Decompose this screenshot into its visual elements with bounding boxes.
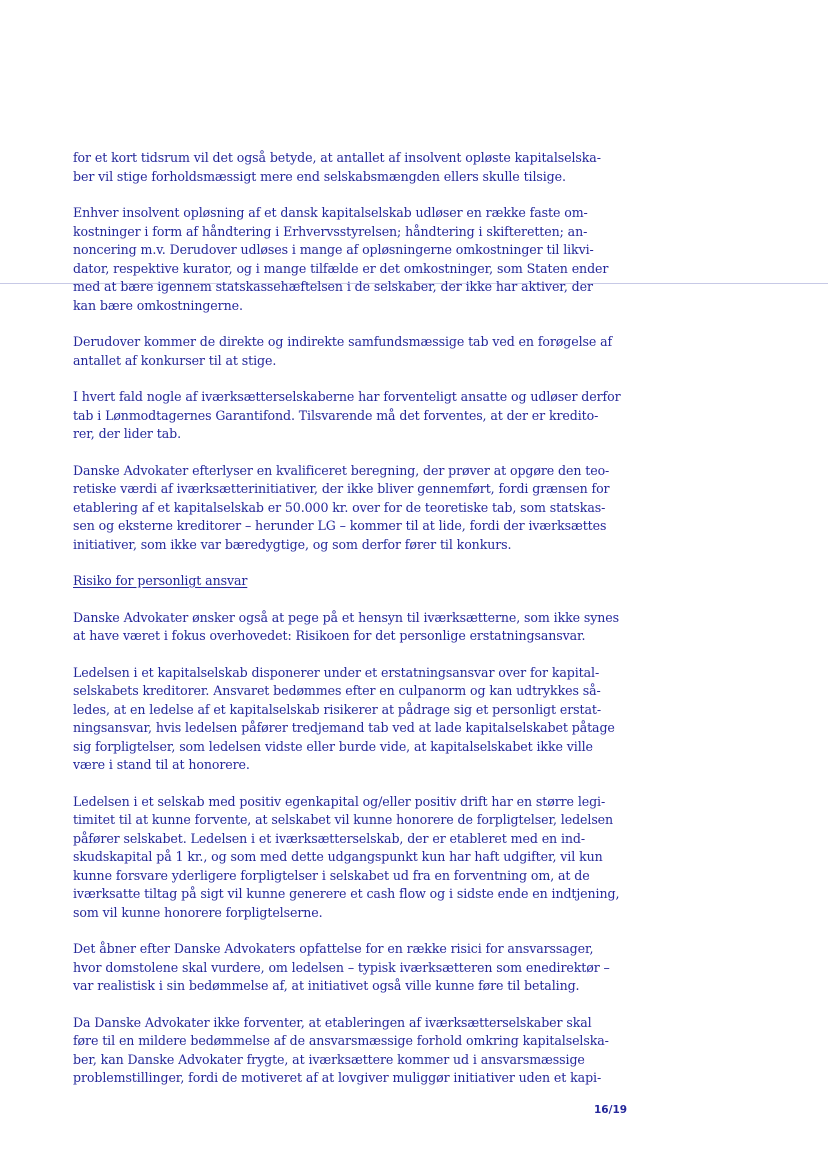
paragraph [73,609,618,646]
text-line: Det åbner efter Danske Advokaters opfattelse for en række risici for ansvarssager, [73,941,594,956]
paragraph [73,664,618,775]
paragraph [73,793,618,923]
text-line: selskabets kreditorer. Ansvaret bedømmes efter en culpanorm og kan udtrykkes så- [73,683,601,698]
paragraph [73,149,618,186]
text-line: problemstillinger, fordi de motiveret af at lovgiver muliggør initiativer uden et kapi- [73,1070,602,1085]
text-line: initiativer, som ikke var bæredygtige, og som derfor fører til konkurs. [73,536,512,552]
text-line: Enhver insolvent opløsning af et dansk kapitalselskab udløser en række faste om- [73,205,588,220]
text-line: etablering af et kapitalselskab er 50.000 kr. over for de teoretiske tab, som statskas- [73,499,606,515]
paragraph [73,462,618,555]
text-line: var realistisk i sin bedømmelse af, at initiativet også ville kunne føre til betaling. [73,978,580,993]
text-line: være i stand til at honorere. [73,757,250,772]
paragraph [73,940,618,996]
document-body [73,149,621,1106]
paragraph [73,204,618,315]
text-line: påfører selskabet. Ledelsen i et iværksætterselskab, der er etableret med en ind- [73,830,586,846]
paragraph [73,1014,618,1088]
text-line: iværksatte tiltag på sigt vil kunne generere et cash flow og i sidste ende en indtjening, [73,886,620,901]
text-line: kan bære omkostningerne. [73,297,243,313]
text-line: føre til en mildere bedømmelse af de ansvarsmæssige forhold omkring kapitalselska- [73,1033,609,1048]
text-line: Derudover kommer de direkte og indirekte samfundsmæssige tab ved en forøgelse af [73,334,613,349]
page-number: 16/19 [594,1104,628,1116]
text-line: tab i Lønmodtagernes Garantifond. Tilsvarende må det forventes, at der er kredito- [73,407,599,423]
text-line: ledes, at en ledelse af et kapitalselskab risikerer at pådrage sig et personligt erstat- [73,701,602,717]
text-line: Ledelsen i et selskab med positiv egenkapital og/eller positiv drift har en større legi- [73,793,606,809]
text-line: for et kort tidsrum vil det også betyde, at antallet af insolvent opløste kapitalselska- [73,150,601,165]
paragraph [73,333,618,370]
text-line: hvor domstolene skal vurdere, om ledelsen – typisk iværksætteren som enedirektør – [73,959,610,975]
text-line: dator, respektive kurator, og i mange tilfælde er det omkostninger, som Staten ender [73,260,609,276]
text-line: Ledelsen i et kapitalselskab disponerer under et erstatningsansvar over for kapital- [73,664,600,680]
paragraph [73,388,621,444]
text-line: som vil kunne honorere forpligtelserne. [73,904,323,920]
text-line: kostninger i form af håndtering i Erhvervsstyrelsen; håndtering i skifteretten; an- [73,223,588,239]
text-line: ber vil stige forholdsmæssigt mere end selskabsmængden ellers skulle tilsige. [73,168,566,184]
text-line: kunne forsvare yderligere forpligtelser i selskabet ud fra en forventning om, at de [73,867,590,883]
text-line: Danske Advokater ønsker også at pege på et hensyn til iværksætterne, som ikke synes [73,609,619,625]
section-heading: Risiko for personligt ansvar [73,573,248,588]
text-line: retiske værdi af iværksætterinitiativer, der ikke bliver gennemført, fordi grænsen for [73,481,610,496]
text-line: med at bære igennem statskassehæftelsen i de selskaber, der ikke har aktiver, der [73,279,593,294]
text-line: antallet af konkurser til at stige. [73,352,277,368]
text-line: skudskapital på 1 kr., og som med dette udgangspunkt kun har haft udgifter, vil kun [73,849,603,864]
text-line: ningsansvar, hvis ledelsen påfører tredjemand tab ved at lade kapitalselskabet påtage [73,720,615,735]
text-line: Danske Advokater efterlyser en kvalificeret beregning, der prøver at opgøre den teo- [73,462,610,478]
text-line: noncering m.v. Derudover udløses i mange af opløsningerne omkostninger til likvi- [73,242,594,257]
text-line: I hvert fald nogle af iværksætterselskaberne har forventeligt ansatte og udløser derfor [73,389,621,404]
text-line: timitet til at kunne forvente, at selskabet vil kunne honorere de forpligtelser, ledelsen [73,812,614,827]
text-line: ber, kan Danske Advokater frygte, at iværksættere kommer ud i ansvarsmæssige [73,1051,585,1067]
text-line: Da Danske Advokater ikke forventer, at etableringen af iværksætterselskaber skal [73,1014,592,1030]
text-line: at have været i fokus overhovedet: Risikoen for det personlige erstatningsansvar. [73,628,586,643]
text-line: sig forpligtelser, som ledelsen vidste eller burde vide, at kapitalselskabet ikke ville [73,738,593,754]
text-line: sen og eksterne kreditorer – herunder LG – kommer til at lide, fordi der iværksættes [73,518,607,533]
text-line: rer, der lider tab. [73,426,181,441]
